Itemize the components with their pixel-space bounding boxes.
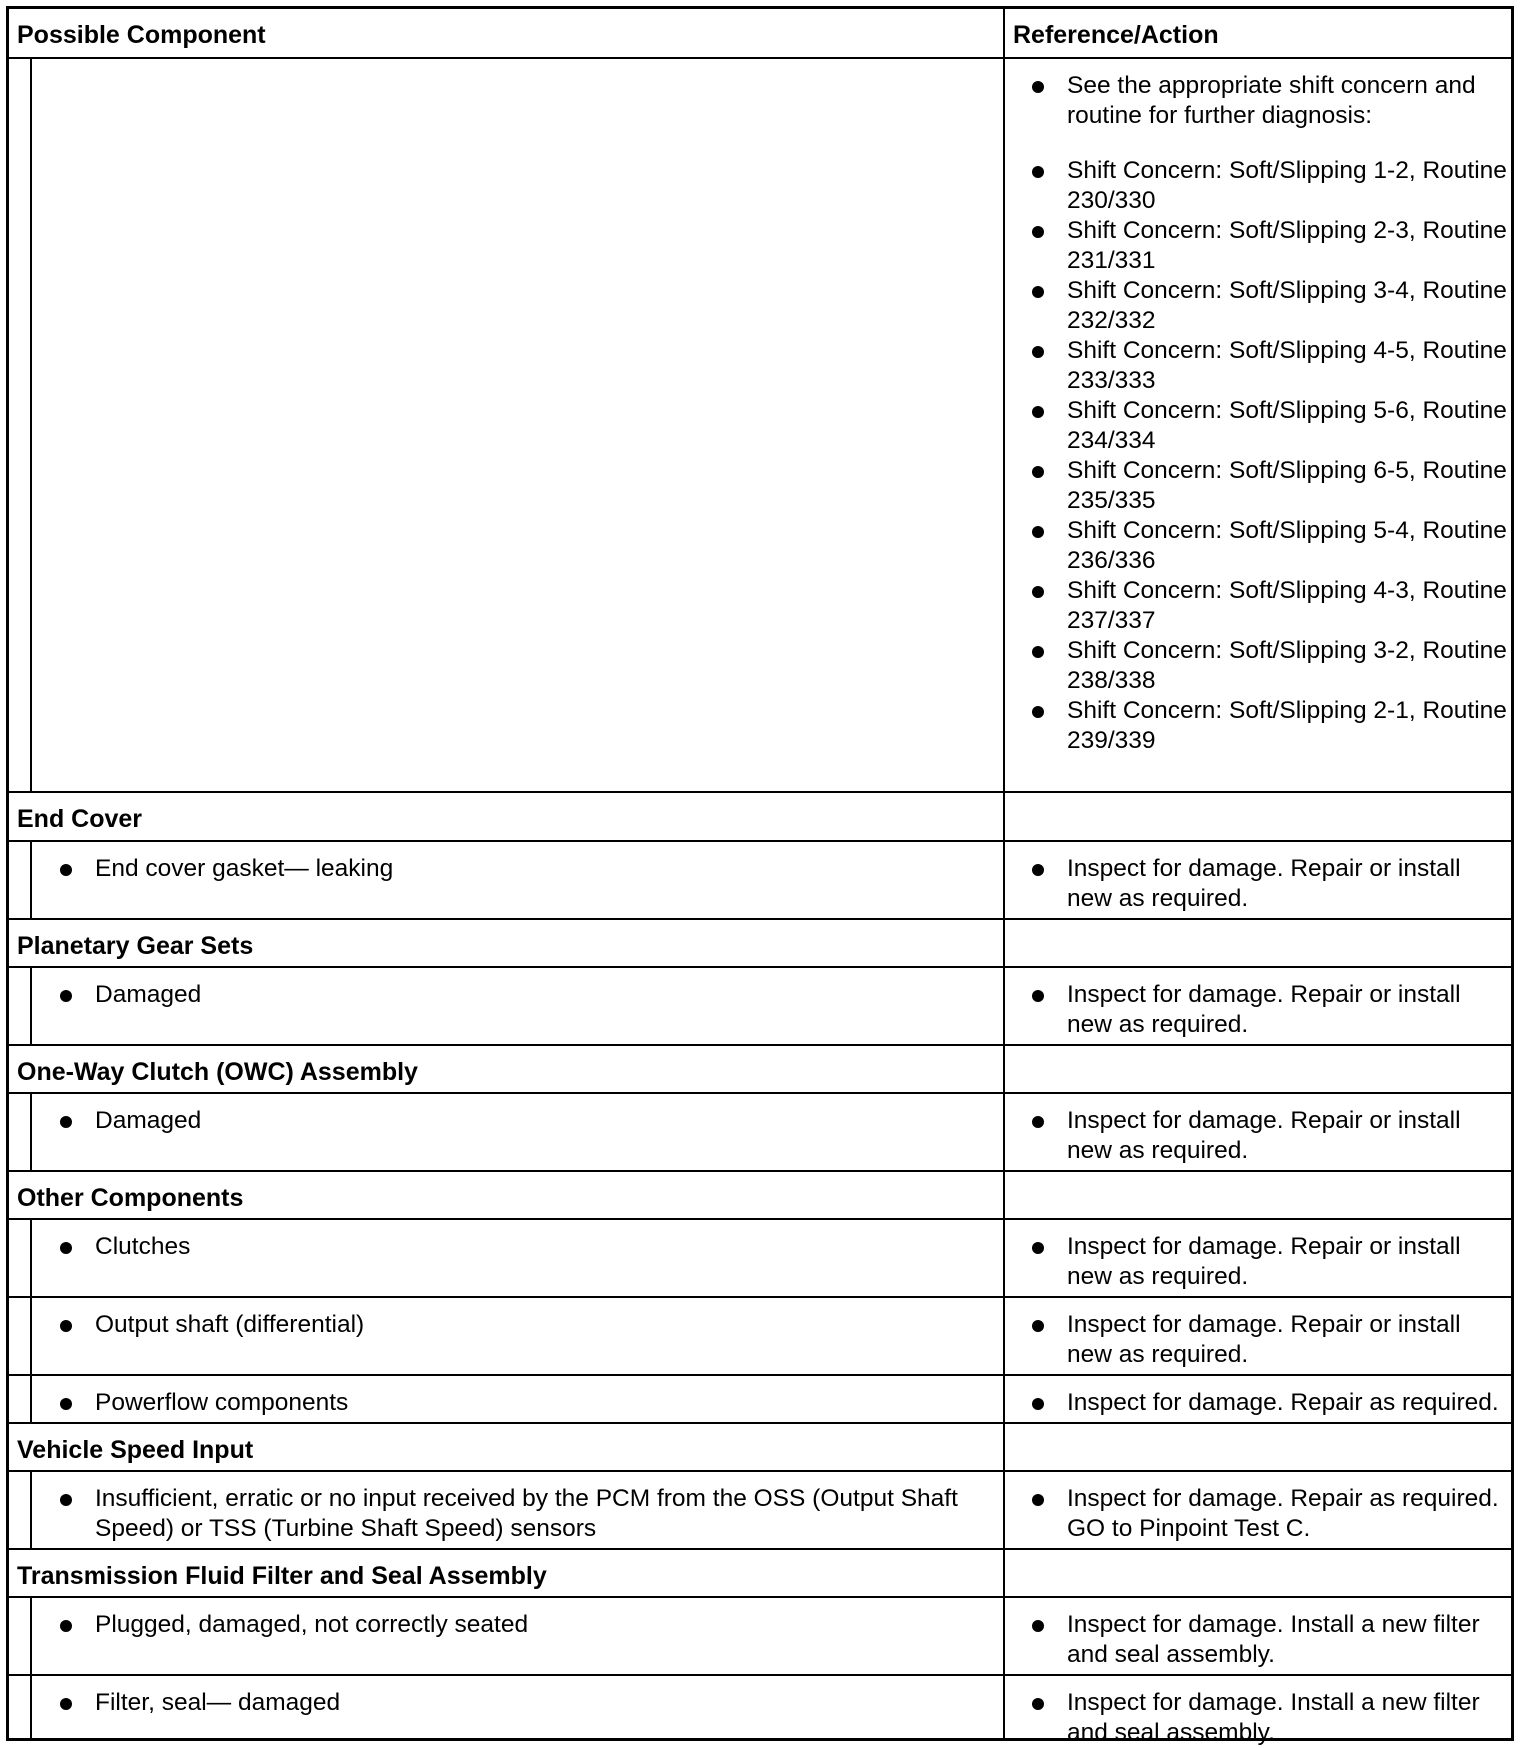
- table-row: [9, 1298, 1511, 1376]
- column-divider: [1003, 9, 1005, 57]
- indent-divider: [30, 1220, 32, 1296]
- list-item: Shift Concern: Soft/Slipping 4-5, Routine 233/333: [1027, 336, 1507, 396]
- bullet-icon: [1032, 1398, 1044, 1410]
- list-item: Shift Concern: Soft/Slipping 4-3, Routine 237/337: [1027, 576, 1507, 636]
- bullet-icon: [60, 1320, 72, 1332]
- bullet-icon: [1032, 81, 1044, 93]
- list-item: Shift Concern: Soft/Slipping 3-4, Routine 232/332: [1027, 276, 1507, 336]
- component-item: Insufficient, erratic or no input received by the PCM from the OSS (Output Shaft Speed) or TSS (Turbine Shaft Speed) sensors: [55, 1484, 985, 1544]
- bullet-icon: [1032, 166, 1044, 178]
- action-item: Inspect for damage. Install a new filter and seal assembly.: [1027, 1610, 1507, 1670]
- indent-divider: [30, 1598, 32, 1674]
- indent-divider: [30, 1376, 32, 1422]
- bullet-icon: [60, 1116, 72, 1128]
- action-item: Inspect for damage. Repair or install new as required.: [1027, 1106, 1507, 1166]
- table-row: [9, 1472, 1511, 1550]
- column-divider: [1003, 1376, 1005, 1422]
- list-item: Shift Concern: Soft/Slipping 1-2, Routine 230/330: [1027, 156, 1507, 216]
- column-divider: [1003, 1298, 1005, 1374]
- header-reference-action: Reference/Action: [1013, 21, 1219, 49]
- bullet-icon: [1032, 586, 1044, 598]
- column-divider: [1003, 793, 1005, 840]
- section-header-row: [9, 793, 1511, 842]
- action-item: Inspect for damage. Repair or install new as required.: [1027, 1310, 1507, 1370]
- bullet-icon: [60, 1494, 72, 1506]
- bullet-icon: [1032, 646, 1044, 658]
- column-divider: [1003, 1598, 1005, 1674]
- header-possible-component: Possible Component: [17, 21, 266, 49]
- routine-list: [1027, 71, 1507, 756]
- section-title-other-components: Other Components: [17, 1184, 244, 1212]
- component-item: Damaged: [55, 980, 985, 1010]
- bullet-icon: [1032, 1242, 1044, 1254]
- bullet-icon: [1032, 406, 1044, 418]
- action-item: Inspect for damage. Repair or install new as required.: [1027, 854, 1507, 914]
- indent-divider: [30, 1298, 32, 1374]
- column-divider: [1003, 920, 1005, 966]
- bullet-icon: [1032, 1620, 1044, 1632]
- bullet-icon: [1032, 706, 1044, 718]
- bullet-icon: [60, 1620, 72, 1632]
- table-row: [9, 1598, 1511, 1676]
- bullet-icon: [1032, 526, 1044, 538]
- action-item: Inspect for damage. Repair as required.: [1027, 1388, 1507, 1418]
- column-divider: [1003, 842, 1005, 918]
- component-item: Output shaft (differential): [55, 1310, 985, 1340]
- section-title-fluid-filter: Transmission Fluid Filter and Seal Assembly: [17, 1562, 547, 1590]
- indent-divider: [30, 1094, 32, 1170]
- bullet-icon: [1032, 990, 1044, 1002]
- component-item: End cover gasket— leaking: [55, 854, 985, 884]
- bullet-icon: [1032, 1320, 1044, 1332]
- bullet-icon: [60, 990, 72, 1002]
- bullet-icon: [1032, 1698, 1044, 1710]
- continuation-row: [9, 59, 1511, 793]
- column-divider: [1003, 1424, 1005, 1470]
- component-item: Clutches: [55, 1232, 985, 1262]
- table-header-row: [9, 9, 1511, 59]
- column-divider: [1003, 1220, 1005, 1296]
- troubleshooting-table: [6, 6, 1514, 1746]
- component-item: Plugged, damaged, not correctly seated: [55, 1610, 985, 1640]
- table-row: [9, 1376, 1511, 1424]
- list-item: See the appropriate shift concern and routine for further diagnosis:: [1027, 71, 1507, 131]
- bullet-icon: [60, 1698, 72, 1710]
- bullet-icon: [1032, 864, 1044, 876]
- list-item: Shift Concern: Soft/Slipping 2-3, Routine 231/331: [1027, 216, 1507, 276]
- indent-divider: [30, 1472, 32, 1548]
- bullet-icon: [1032, 466, 1044, 478]
- indent-divider: [30, 842, 32, 918]
- column-divider: [1003, 968, 1005, 1044]
- column-divider: [1003, 1472, 1005, 1548]
- bullet-icon: [60, 1242, 72, 1254]
- table-row: [9, 1094, 1511, 1172]
- table-row: [9, 842, 1511, 920]
- indent-divider: [30, 968, 32, 1044]
- list-item: Shift Concern: Soft/Slipping 6-5, Routine 235/335: [1027, 456, 1507, 516]
- action-item: Inspect for damage. Install a new filter and seal assembly.: [1027, 1688, 1507, 1748]
- section-header-row: [9, 1046, 1511, 1094]
- bullet-icon: [1032, 346, 1044, 358]
- bullet-icon: [60, 864, 72, 876]
- bullet-icon: [1032, 1116, 1044, 1128]
- list-item: Shift Concern: Soft/Slipping 2-1, Routine 239/339: [1027, 696, 1507, 756]
- indent-divider: [30, 1676, 32, 1738]
- section-header-row: [9, 1172, 1511, 1220]
- section-title-one-way-clutch: One-Way Clutch (OWC) Assembly: [17, 1058, 418, 1086]
- component-item: Damaged: [55, 1106, 985, 1136]
- table-row: [9, 1220, 1511, 1298]
- section-header-row: [9, 1550, 1511, 1598]
- column-divider: [1003, 1676, 1005, 1738]
- section-header-row: [9, 1424, 1511, 1472]
- list-item: Shift Concern: Soft/Slipping 3-2, Routine 238/338: [1027, 636, 1507, 696]
- action-item: Inspect for damage. Repair as required. GO to Pinpoint Test C.: [1027, 1484, 1507, 1544]
- column-divider: [1003, 1094, 1005, 1170]
- action-item: Inspect for damage. Repair or install new as required.: [1027, 1232, 1507, 1292]
- list-item: Shift Concern: Soft/Slipping 5-6, Routine 234/334: [1027, 396, 1507, 456]
- bullet-icon: [1032, 226, 1044, 238]
- column-divider: [1003, 1550, 1005, 1596]
- component-item: Powerflow components: [55, 1388, 985, 1418]
- column-divider: [1003, 1172, 1005, 1218]
- bullet-icon: [1032, 286, 1044, 298]
- section-title-vehicle-speed-input: Vehicle Speed Input: [17, 1436, 254, 1464]
- section-title-planetary-gear-sets: Planetary Gear Sets: [17, 932, 254, 960]
- column-divider: [1003, 59, 1005, 791]
- component-item: Filter, seal— damaged: [55, 1688, 985, 1718]
- action-item: Inspect for damage. Repair or install new as required.: [1027, 980, 1507, 1040]
- column-divider: [1003, 1046, 1005, 1092]
- list-item: Shift Concern: Soft/Slipping 5-4, Routine 236/336: [1027, 516, 1507, 576]
- indent-divider: [30, 59, 32, 791]
- table-row: [9, 1676, 1511, 1746]
- section-title-end-cover: End Cover: [17, 805, 143, 833]
- bullet-icon: [60, 1398, 72, 1410]
- bullet-icon: [1032, 1494, 1044, 1506]
- table-row: [9, 968, 1511, 1046]
- section-header-row: [9, 920, 1511, 968]
